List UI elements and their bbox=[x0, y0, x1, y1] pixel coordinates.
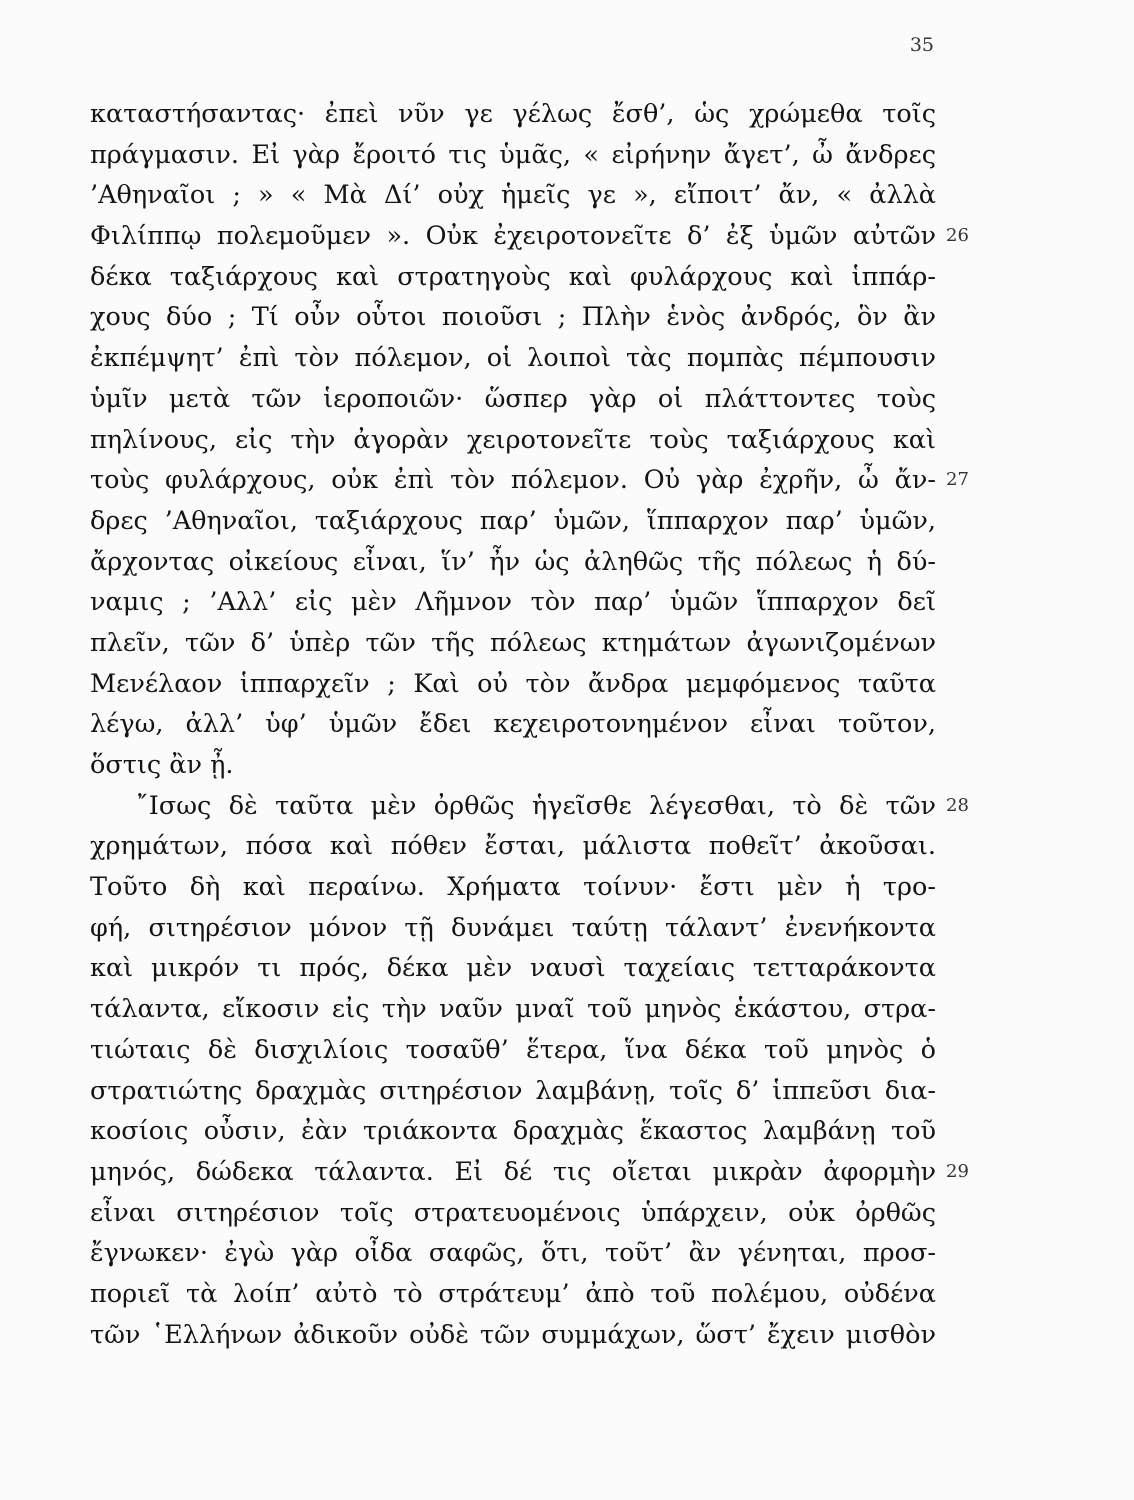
text-line: δρες ’Αθηναῖοι, ταξιάρχους παρ’ ὑμῶν, ἵππαρχον παρ’ ὑμῶν, bbox=[90, 505, 936, 536]
text-line: ποριεῖ τὰ λοίπ’ αὐτὸ τὸ στράτευμ’ ἀπὸ τοῦ πολέμου, οὐδένα bbox=[90, 1278, 936, 1309]
text-line: ἔγνωκεν· ἐγὼ γὰρ οἶδα σαφῶς, ὅτι, τοῦτ’ ἂν γένηται, προσ- bbox=[90, 1238, 936, 1269]
text-line: φή, σιτηρέσιον μόνον τῇ δυνάμει ταύτῃ τάλαντ’ ἐνενήκοντα bbox=[90, 912, 936, 943]
text-line: χους δύο ; Τί οὖν οὗτοι ποιοῦσι ; Πλὴν ἑνὸς ἀνδρός, ὃν ἂν bbox=[90, 302, 936, 333]
page-number: 35 bbox=[909, 34, 934, 56]
text-line: Τοῦτο δὴ καὶ περαίνω. Χρήματα τοίνυν· ἔστι μὲν ἡ τρο- bbox=[90, 872, 936, 903]
text-line: ἄρχοντας οἰκείους εἶναι, ἵν’ ἦν ὡς ἀληθῶς τῆς πόλεως ἡ δύ- bbox=[90, 546, 936, 577]
text-line: κοσίοις οὖσιν, ἐὰν τριάκοντα δραχμὰς ἕκαστος λαμβάνῃ τοῦ bbox=[90, 1116, 936, 1147]
section-number: 28 bbox=[946, 794, 969, 816]
text-line: πράγμασιν. Εἰ γὰρ ἔροιτό τις ὑμᾶς, « εἰρήνην ἄγετ’, ὦ ἄνδρες bbox=[90, 139, 936, 170]
text-line: ’Αθηναῖοι ; » « Μὰ Δί’ οὐχ ἡμεῖς γε », εἴποιτ’ ἄν, « ἀλλὰ bbox=[90, 180, 936, 211]
text-line: τάλαντα, εἴκοσιν εἰς τὴν ναῦν μναῖ τοῦ μηνὸς ἑκάστου, στρα- bbox=[90, 994, 936, 1025]
text-line: πλεῖν, τῶν δ’ ὑπὲρ τῶν τῆς πόλεως κτημάτων ἀγωνιζομένων bbox=[90, 627, 936, 658]
text-line: μηνός, δώδεκα τάλαντα. Εἰ δέ τις οἴεται μικρὰν ἀφορμὴν bbox=[90, 1156, 936, 1187]
text-line: εἶναι σιτηρέσιον τοῖς στρατευομένοις ὑπάρχειν, οὐκ ὀρθῶς bbox=[90, 1197, 936, 1228]
text-line: λέγω, ἀλλ’ ὑφ’ ὑμῶν ἔδει κεχειροτονημένον εἶναι τοῦτον, bbox=[90, 709, 936, 740]
section-number: 27 bbox=[946, 469, 969, 491]
text-line: καταστήσαντας· ἐπεὶ νῦν γε γέλως ἔσθ’, ὡς χρώμεθα τοῖς bbox=[90, 99, 936, 129]
text-line: Μενέλαον ἱππαρχεῖν ; Καὶ οὐ τὸν ἄνδρα μεμφόμενος ταῦτα bbox=[90, 668, 936, 699]
text-line: ῎Ισως δὲ ταῦτα μὲν ὀρθῶς ἡγεῖσθε λέγεσθαι, τὸ δὲ τῶν bbox=[136, 790, 936, 821]
section-number: 29 bbox=[946, 1161, 969, 1183]
text-line: τῶν ῾Ελλήνων ἀδικοῦν οὐδὲ τῶν συμμάχων, ὥστ’ ἔχειν μισθὸν bbox=[90, 1319, 936, 1350]
text-line: ὅστις ἂν ᾖ. bbox=[90, 750, 234, 780]
greek-text-body bbox=[90, 94, 936, 1355]
text-line: πηλίνους, εἰς τὴν ἀγορὰν χειροτονεῖτε τοὺς ταξιάρχους καὶ bbox=[90, 424, 936, 455]
text-line: δέκα ταξιάρχους καὶ στρατηγοὺς καὶ φυλάρχους καὶ ἱππάρ- bbox=[90, 261, 936, 292]
text-line: τοὺς φυλάρχους, οὐκ ἐπὶ τὸν πόλεμον. Οὐ γὰρ ἐχρῆν, ὦ ἄν- bbox=[90, 465, 936, 496]
text-line: καὶ μικρόν τι πρός, δέκα μὲν ναυσὶ ταχείαις τετταράκοντα bbox=[90, 953, 936, 984]
section-number: 26 bbox=[946, 225, 969, 247]
text-line: τιώταις δὲ δισχιλίοις τοσαῦθ’ ἕτερα, ἵνα δέκα τοῦ μηνὸς ὁ bbox=[90, 1034, 936, 1065]
text-line: στρατιώτης δραχμὰς σιτηρέσιον λαμβάνῃ, τοῖς δ’ ἱππεῦσι δια- bbox=[90, 1075, 936, 1106]
text-line: χρημάτων, πόσα καὶ πόθεν ἔσται, μάλιστα ποθεῖτ’ ἀκοῦσαι. bbox=[90, 831, 936, 862]
text-line: ὑμῖν μετὰ τῶν ἱεροποιῶν· ὥσπερ γὰρ οἱ πλάττοντες τοὺς bbox=[90, 383, 936, 414]
text-line: Φιλίππῳ πολεμοῦμεν ». Οὐκ ἐχειροτονεῖτε δ’ ἐξ ὑμῶν αὐτῶν bbox=[90, 221, 936, 252]
text-line: ἐκπέμψητ’ ἐπὶ τὸν πόλεμον, οἱ λοιποὶ τὰς πομπὰς πέμπουσιν bbox=[90, 343, 936, 374]
text-line: ναμις ; ’Αλλ’ εἰς μὲν Λῆμνον τὸν παρ’ ὑμῶν ἵππαρχον δεῖ bbox=[90, 587, 936, 618]
